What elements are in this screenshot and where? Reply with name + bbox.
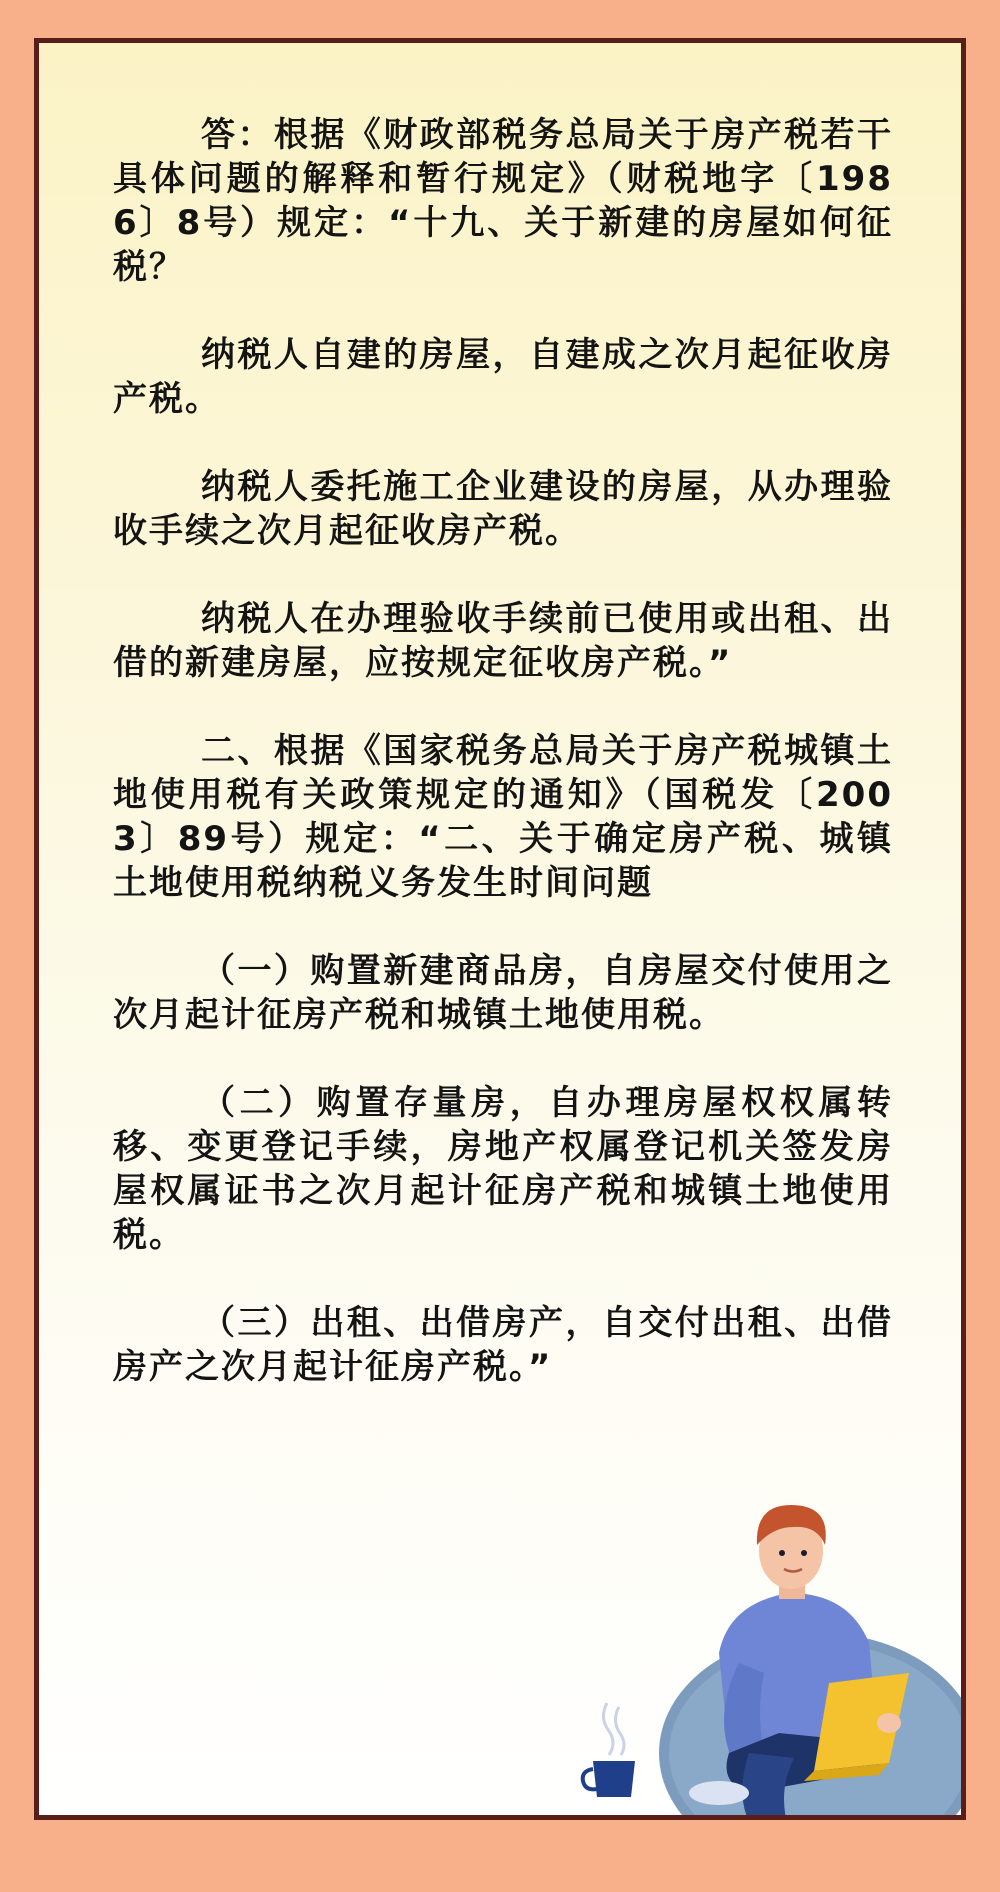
paragraph-item-three: （三）出租、出借房产，自交付出租、出借房产之次月起计征房产税。” xyxy=(113,1303,893,1387)
article-body xyxy=(113,113,893,1433)
paragraph-item-two: （二）购置存量房，自办理房屋权权属转移、变更登记手续，房地产权属登记机关签发房屋权属证书之次月起计征房产税和城镇土地使用税。 xyxy=(113,1083,893,1255)
paragraph-answer-intro: 答：根据《财政部税务总局关于房产税若干具体问题的解释和暂行规定》（财税地字〔1986〕8号）规定：“十九、关于新建的房屋如何征税？ xyxy=(113,115,893,287)
paragraph-self-built: 纳税人自建的房屋，自建成之次月起征收房产税。 xyxy=(113,335,893,419)
paragraph-commissioned: 纳税人委托施工企业建设的房屋，从办理验收手续之次月起征收房产税。 xyxy=(113,467,893,551)
paragraph-item-one: （一）购置新建商品房，自房屋交付使用之次月起计征房产税和城镇土地使用税。 xyxy=(113,951,893,1035)
content-frame xyxy=(34,38,966,1820)
paragraph-notice-citation: 二、根据《国家税务总局关于房产税城镇土地使用税有关政策规定的通知》（国税发〔2003〕89号）规定：“二、关于确定房产税、城镇土地使用税纳税义务发生时间问题 xyxy=(113,731,893,903)
paragraph-used-before-acceptance: 纳税人在办理验收手续前已使用或出租、出借的新建房屋，应按规定征收房产税。” xyxy=(113,599,893,683)
coffee-cup-icon xyxy=(579,1693,649,1803)
